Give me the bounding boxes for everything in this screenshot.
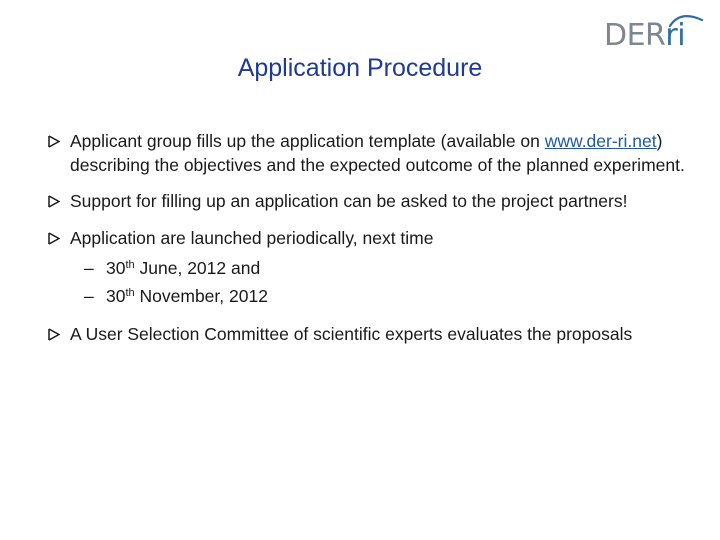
bullet-list — [48, 130, 688, 360]
bullet-text: Support for filling up an application can be asked to the project partners! — [70, 191, 628, 211]
date-sublist — [70, 254, 688, 310]
logo-text-accent: ri — [665, 18, 686, 53]
bullet-text: Application are launched periodically, next time — [70, 227, 434, 248]
bullet-item — [48, 323, 688, 347]
date-day: 30 — [106, 286, 126, 306]
bullet-item — [48, 190, 688, 214]
date-ordinal: th — [125, 287, 135, 299]
dash-bullet: – — [84, 258, 94, 278]
date-item — [70, 282, 688, 310]
bullet-text: A User Selection Committee of scientific experts evaluates the proposals — [70, 324, 633, 344]
date-rest: November, 2012 — [134, 286, 268, 306]
date-ordinal: th — [125, 259, 135, 271]
dash-bullet: – — [84, 286, 94, 306]
date-rest: June, 2012 and — [134, 258, 261, 278]
arrowhead-bullet-icon — [48, 328, 60, 341]
logo-wordmark — [604, 18, 685, 54]
arrowhead-bullet-icon — [48, 195, 60, 208]
arrowhead-bullet-icon — [48, 232, 60, 245]
bullet-text: ) describing the objectives and the expected outcome of the planned experiment. — [70, 131, 685, 175]
bullet-item — [48, 130, 688, 177]
slide-title: Application Procedure — [237, 54, 483, 82]
bullet-text: Applicant group fills up the application template (available on — [70, 131, 545, 151]
bullet-item — [48, 227, 688, 311]
logo-text-main: DER — [604, 18, 666, 53]
arrowhead-bullet-icon — [48, 135, 60, 148]
date-item — [70, 254, 688, 282]
website-link[interactable]: www.der-ri.net — [544, 131, 657, 151]
date-day: 30 — [106, 258, 126, 278]
